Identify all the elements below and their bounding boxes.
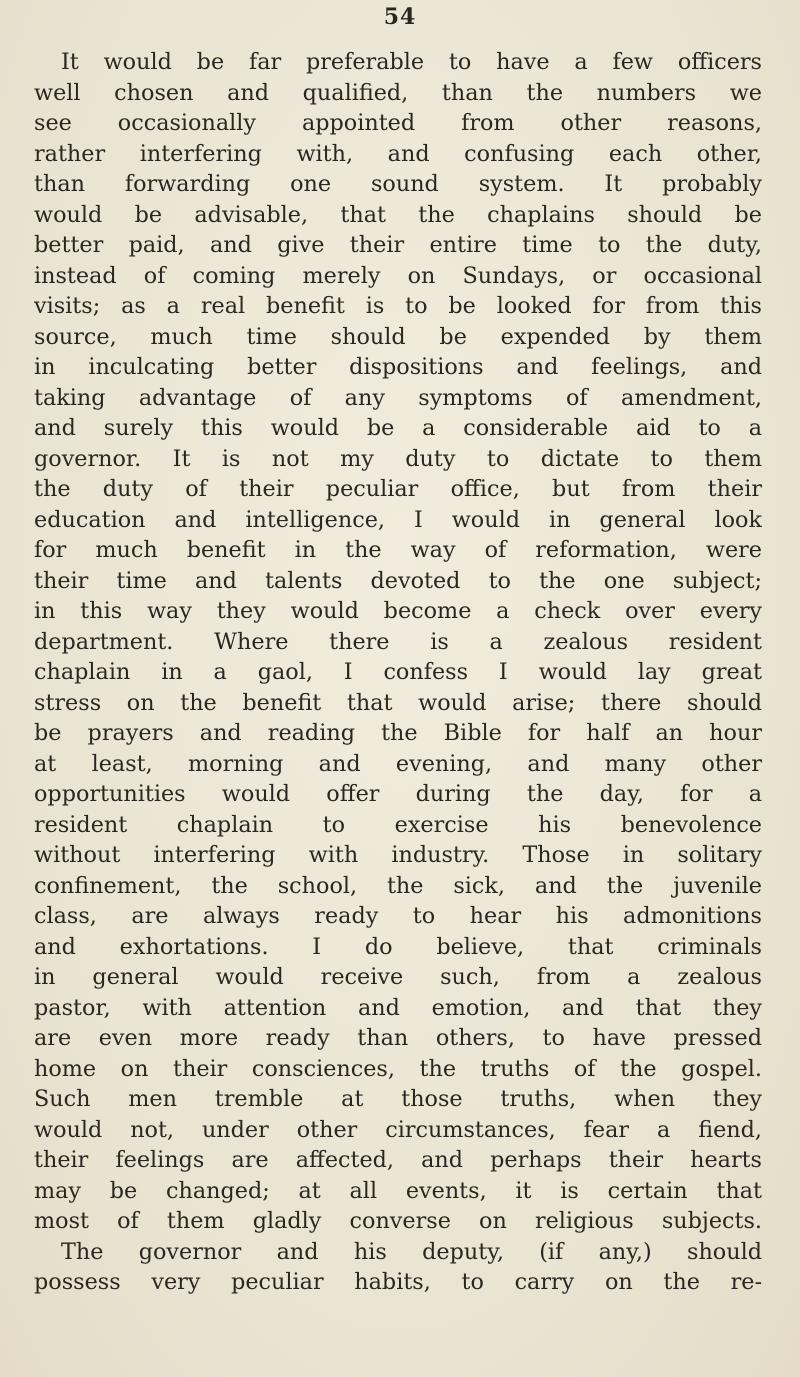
text-line: Such men tremble at those truths, when they xyxy=(34,1086,762,1112)
text-line: visits; as a real benefit is to be looked for from this xyxy=(34,293,762,319)
text-line: class, are always ready to hear his admonitions xyxy=(34,903,762,929)
text-line: It would be far preferable to have a few officers xyxy=(61,49,762,75)
text-line: rather interfering with, and confusing each other, xyxy=(34,140,762,167)
text-line: would not, under other circumstances, fear a fiend, xyxy=(34,1116,762,1143)
text-line: their feelings are affected, and perhaps their hearts xyxy=(34,1147,762,1173)
text-line: would be advisable, that the chaplains should be xyxy=(34,201,762,228)
text-line: be prayers and reading the Bible for half an hour xyxy=(34,720,762,746)
text-line: resident chaplain to exercise his benevolence xyxy=(34,811,762,838)
text-line: their time and talents devoted to the one subject; xyxy=(34,567,762,594)
text-line: at least, morning and evening, and many other xyxy=(34,750,762,777)
text-line: department. Where there is a zealous resident xyxy=(34,628,762,655)
text-line: in inculcating better dispositions and feelings, and xyxy=(34,354,762,380)
text-line: possess very peculiar habits, to carry on the re- xyxy=(34,1269,762,1295)
body-text xyxy=(34,47,762,1298)
text-line: education and intelligence, I would in general look xyxy=(34,506,762,533)
text-line: governor. It is not my duty to dictate to them xyxy=(34,445,762,472)
text-line: chaplain in a gaol, I confess I would lay great xyxy=(34,659,762,685)
text-line: most of them gladly converse on religious subjects. xyxy=(34,1208,762,1234)
text-line: in this way they would become a check over every xyxy=(34,598,762,624)
text-line: are even more ready than others, to have pressed xyxy=(34,1025,762,1051)
text-line: The governor and his deputy, (if any,) should xyxy=(61,1238,762,1265)
text-line: better paid, and give their entire time to the duty, xyxy=(34,232,762,258)
text-line: and surely this would be a considerable aid to a xyxy=(34,415,762,441)
text-line: may be changed; at all events, it is certain that xyxy=(34,1177,762,1204)
text-line: opportunities would offer during the day, for a xyxy=(34,781,762,807)
text-line: confinement, the school, the sick, and the juvenile xyxy=(34,872,762,899)
text-line: stress on the benefit that would arise; there should xyxy=(34,689,762,716)
text-line: source, much time should be expended by them xyxy=(34,323,762,350)
page-number: 54 xyxy=(383,4,417,30)
text-line: well chosen and qualified, than the numbers we xyxy=(34,79,762,106)
text-line: see occasionally appointed from other reasons, xyxy=(34,110,762,136)
text-line: in general would receive such, from a zealous xyxy=(34,964,762,990)
text-line: instead of coming merely on Sundays, or occasional xyxy=(34,262,762,289)
text-line: and exhortations. I do believe, that criminals xyxy=(34,933,762,960)
text-line: home on their consciences, the truths of the gospel. xyxy=(34,1055,762,1082)
text-line: taking advantage of any symptoms of amendment, xyxy=(34,384,762,411)
text-line: than forwarding one sound system. It probably xyxy=(34,171,762,197)
text-line: without interfering with industry. Those in solitary xyxy=(34,842,762,868)
text-line: pastor, with attention and emotion, and that they xyxy=(34,994,762,1021)
text-line: the duty of their peculiar office, but from their xyxy=(34,476,762,502)
text-line: for much benefit in the way of reformation, were xyxy=(34,537,762,563)
